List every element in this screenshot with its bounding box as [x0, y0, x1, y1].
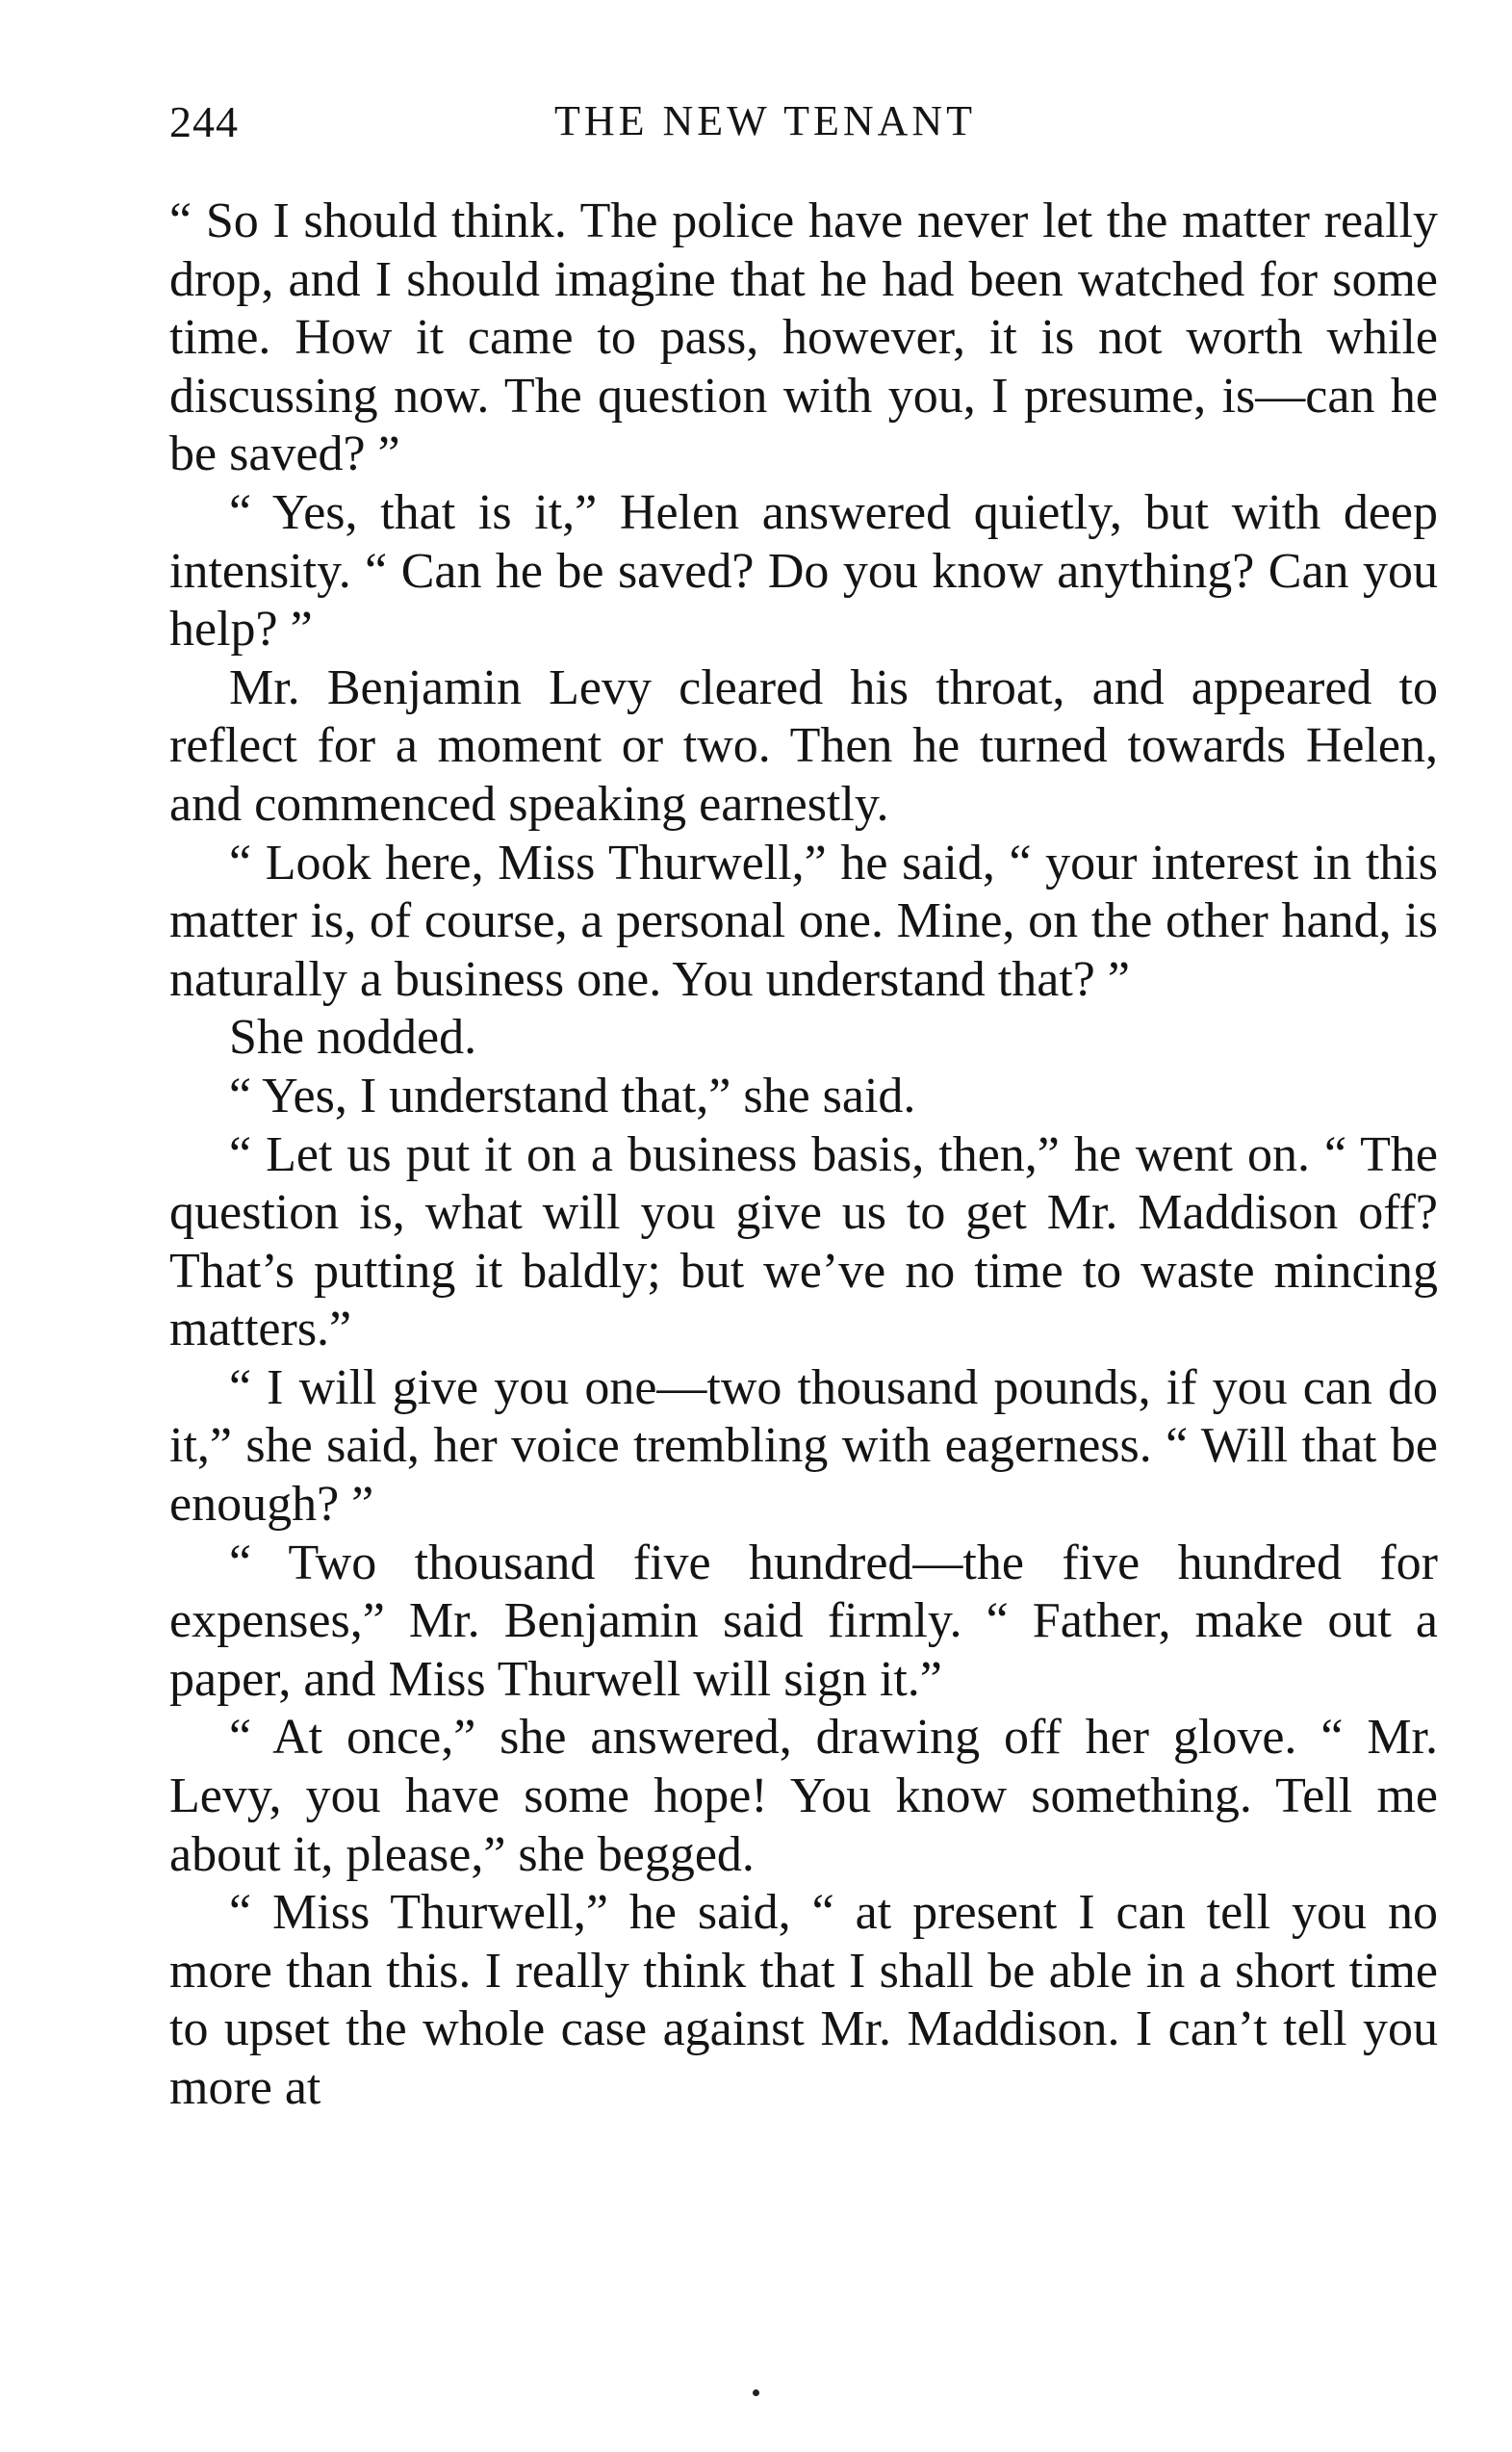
body-text [169, 193, 1438, 2118]
paragraph-4: “ Look here, Miss Thurwell,” he said, “ your interest in this matter is, of course, a personal one. Mine, on the other hand, is naturally a business one. You understand that? ” [169, 835, 1438, 1007]
paragraph-10: “ At once,” she answered, drawing off her glove. “ Mr. Levy, you have some hope! You know something. Tell me about it, please,” she begged. [169, 1710, 1438, 1882]
paragraph-3: Mr. Benjamin Levy cleared his throat, and appeared to reflect for a moment or two. Then he turned towards Helen, and commenced speaking earnestly. [169, 659, 1438, 832]
paragraph-11: “ Miss Thurwell,” he said, “ at present I can tell you no more than this. I really think that I shall be able in a short time to upset the whole case against Mr. Maddison. I can’t tell you more at [169, 1885, 1438, 2115]
paragraph-8: “ I will give you one—two thousand pounds, if you can do it,” she said, her voice trembling with eagerness. “ Will that be enough? ” [169, 1359, 1438, 1533]
paragraph-7: “ Let us put it on a business basis, then,” he went on. “ The question is, what will you give us to get Mr. Maddison off? That’s putting it baldly; but we’ve no time to waste mincing matters.” [169, 1126, 1438, 1357]
paragraph-5: She nodded. [229, 1010, 477, 1066]
paragraph-9: “ Two thousand five hundred—the five hundred for expenses,” Mr. Benjamin said firmly. “ Father, make out a paper, and Miss Thurwell will sign it.” [169, 1535, 1438, 1707]
paragraph-1: “ So I should think. The police have never let the matter really drop, and I should imagine that he had been watched for some time. How it came to pass, however, it is not worth while discussing now. The question with you, I presume, is—can he be saved? ” [169, 194, 1438, 482]
page-number: 244 [169, 97, 239, 146]
paragraph-6: “ Yes, I understand that,” she said. [229, 1068, 916, 1123]
paragraph-2: “ Yes, that is it,” Helen answered quietly, but with deep intensity. “ Can he be saved? Do you know anything? Can you help? ” [169, 484, 1438, 658]
printer-dot-mark [753, 2389, 759, 2396]
page-header [169, 96, 1438, 164]
running-title: THE NEW TENANT [553, 97, 977, 144]
